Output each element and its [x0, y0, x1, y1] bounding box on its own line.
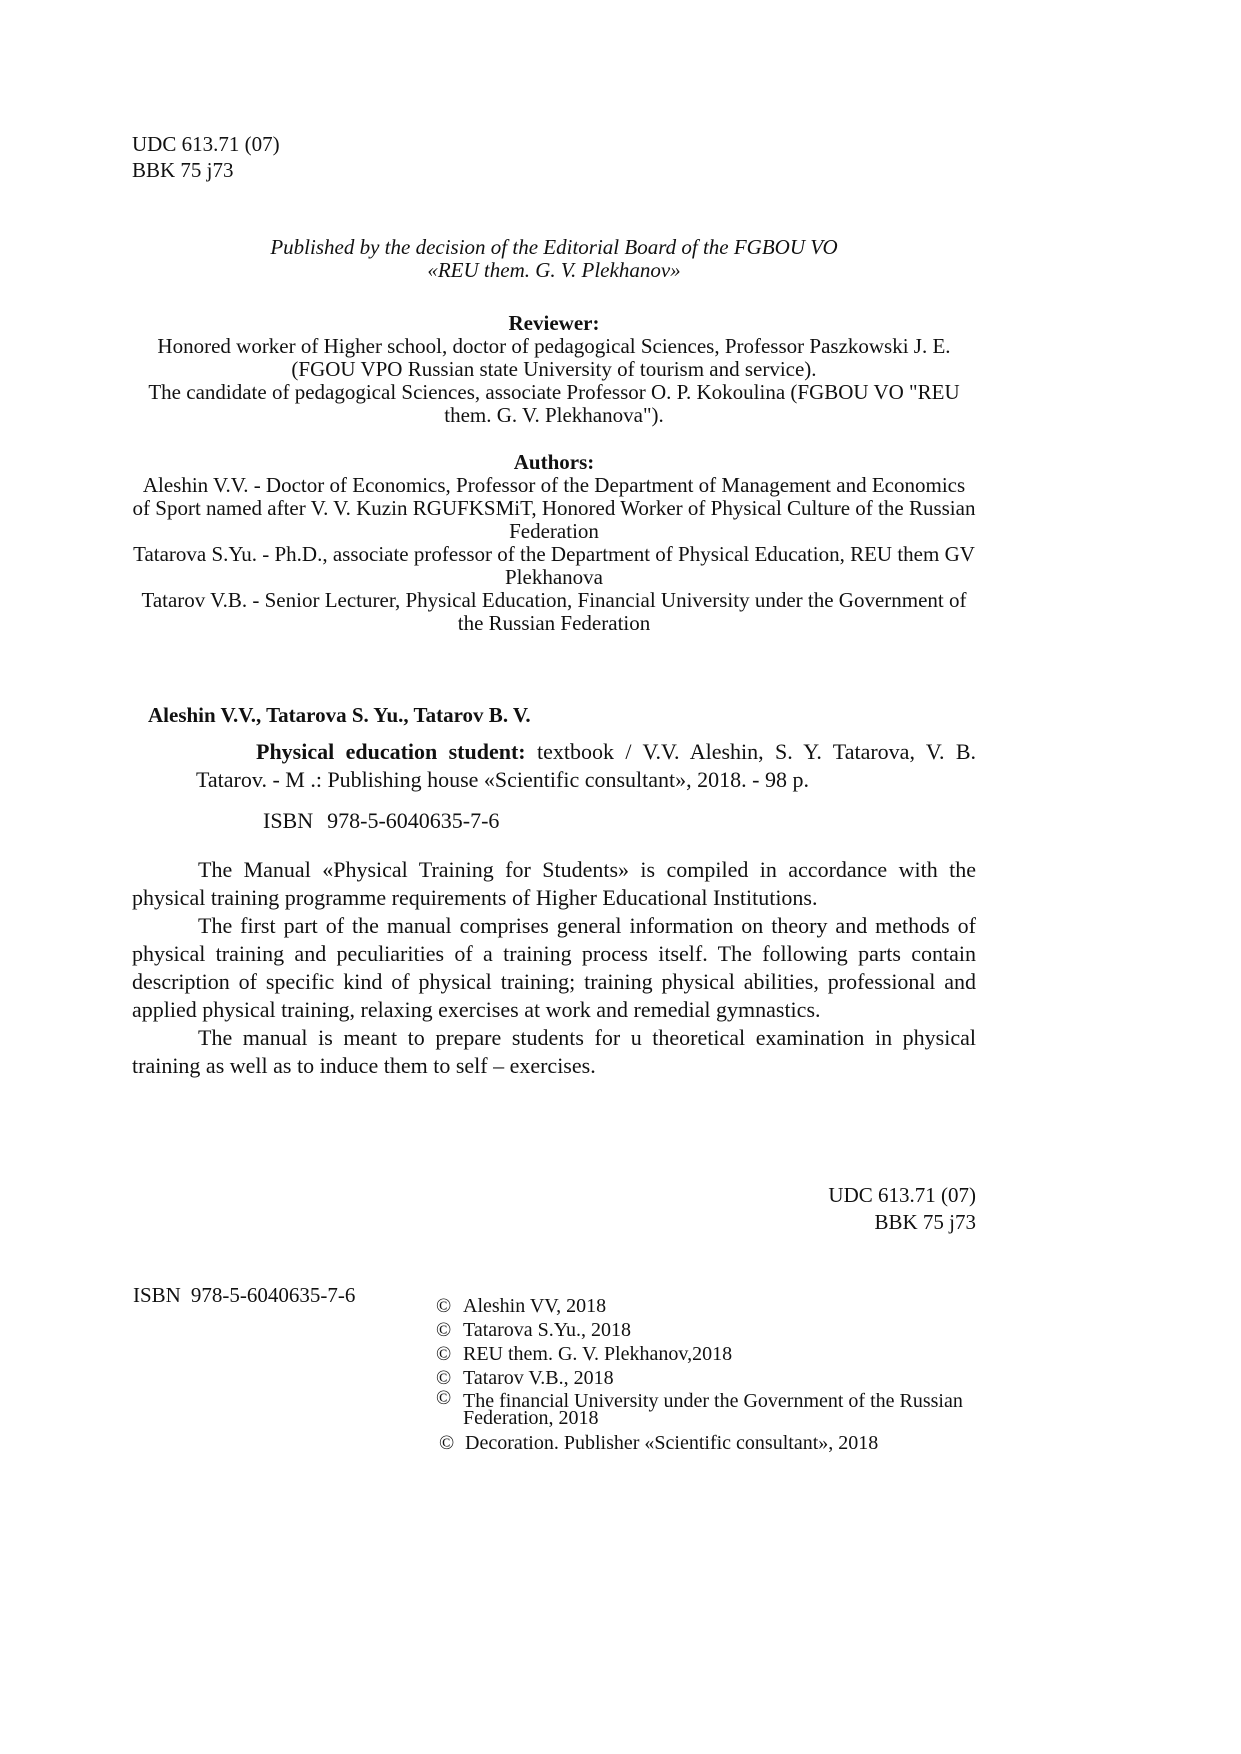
copyright-item — [436, 1342, 1023, 1366]
copyright-icon: © — [436, 1387, 452, 1409]
abstract — [132, 856, 976, 1080]
isbn-number: 978-5-6040635-7-6 — [327, 808, 500, 833]
reviewer-heading: Reviewer: — [508, 311, 600, 335]
publication-decision-line-1: Published by the decision of the Editorial Board of the FGBOU VO — [270, 235, 838, 259]
author-item: Aleshin V.V. - Doctor of Economics, Professor of the Department of Management and Economics of Sport named after V. V. Kuzin RGUFKSMiT, Honored Worker of Physical Culture of the Russian Federation — [132, 473, 976, 543]
reviewer-text-2: The candidate of pedagogical Sciences, associate Professor O. P. Kokoulina (FGBOU VO "REU them. G. V. Plekhanova"). — [148, 380, 960, 427]
copyright-list — [436, 1294, 1023, 1455]
classification-codes-bottom — [700, 1182, 976, 1236]
copyright-text: Tatarov V.B., 2018 — [463, 1367, 614, 1389]
copyright-icon: © — [436, 1367, 452, 1389]
classification-codes-top — [132, 131, 280, 183]
authors-heading: Authors: — [513, 450, 595, 474]
bibliographic-record — [196, 738, 976, 794]
abstract-paragraph: The Manual «Physical Training for Students» is compiled in accordance with the physical training programme requirements of Higher Educational Institutions. — [132, 857, 976, 910]
copyright-item — [436, 1294, 1023, 1318]
copyright-item — [436, 1318, 1023, 1342]
copyright-text: Aleshin VV, 2018 — [463, 1295, 607, 1317]
bibliographic-details: textbook / V.V. Aleshin, S. Y. Tatarova, V. B. Tatarov. - M .: Publishing house «Scientific consultant», 2018. - 98 p. — [196, 739, 976, 792]
abstract-paragraph: The first part of the manual comprises general information on theory and methods of physical training and peculiarities of a training process itself. The following parts contain description of specific kind of physical training; training physical abilities, professional and applied physical training, relaxing exercises at work and remedial gymnastics. — [132, 913, 976, 1022]
isbn-number: 978-5-6040635-7-6 — [190, 1283, 356, 1307]
copyright-item — [436, 1366, 1023, 1390]
isbn-bottom — [133, 1283, 355, 1308]
abstract-paragraph: The manual is meant to prepare students for u theoretical examination in physical training as well as to induce them to self – exercises. — [132, 1025, 976, 1078]
copyright-icon: © — [436, 1343, 452, 1365]
reviewer-text-1: Honored worker of Higher school, doctor of pedagogical Sciences, Professor Paszkowski J. E. (FGOU VPO Russian state University of tourism and service). — [157, 334, 951, 381]
isbn-label: ISBN — [133, 1283, 181, 1307]
copyright-icon: © — [436, 1319, 452, 1341]
author-item: Tatarova S.Yu. - Ph.D., associate professor of the Department of Physical Education, REU them GV Plekhanova — [133, 542, 975, 589]
isbn-label: ISBN — [263, 808, 314, 833]
copyright-text: The financial University under the Government of the Russian Federation, 2018 — [463, 1390, 963, 1429]
bbk-code: BBK 75 j73 — [874, 1210, 976, 1234]
book-title: Physical education student: — [256, 739, 526, 764]
reviewer-section — [132, 312, 976, 427]
isbn-line — [263, 808, 499, 834]
copyright-text: Tatarova S.Yu., 2018 — [463, 1319, 632, 1341]
copyright-item — [439, 1431, 1023, 1455]
copyright-text: REU them. G. V. Plekhanov,2018 — [463, 1343, 733, 1365]
udc-code: UDC 613.71 (07) — [828, 1183, 976, 1207]
publication-decision-line-2: «REU them. G. V. Plekhanov» — [427, 258, 681, 282]
authors-section — [132, 451, 976, 635]
copyright-item — [436, 1387, 1023, 1431]
publication-decision — [132, 236, 976, 282]
copyright-text: Decoration. Publisher «Scientific consultant», 2018 — [465, 1432, 879, 1454]
author-item: Tatarov V.B. - Senior Lecturer, Physical Education, Financial University under the Government of the Russian Federation — [141, 588, 967, 635]
author-names-line: Aleshin V.V., Tatarova S. Yu., Tatarov B. V. — [148, 703, 531, 727]
bbk-code: BBK 75 j73 — [132, 158, 234, 182]
udc-code: UDC 613.71 (07) — [132, 132, 280, 156]
copyright-icon: © — [439, 1432, 455, 1454]
copyright-icon: © — [436, 1295, 452, 1317]
